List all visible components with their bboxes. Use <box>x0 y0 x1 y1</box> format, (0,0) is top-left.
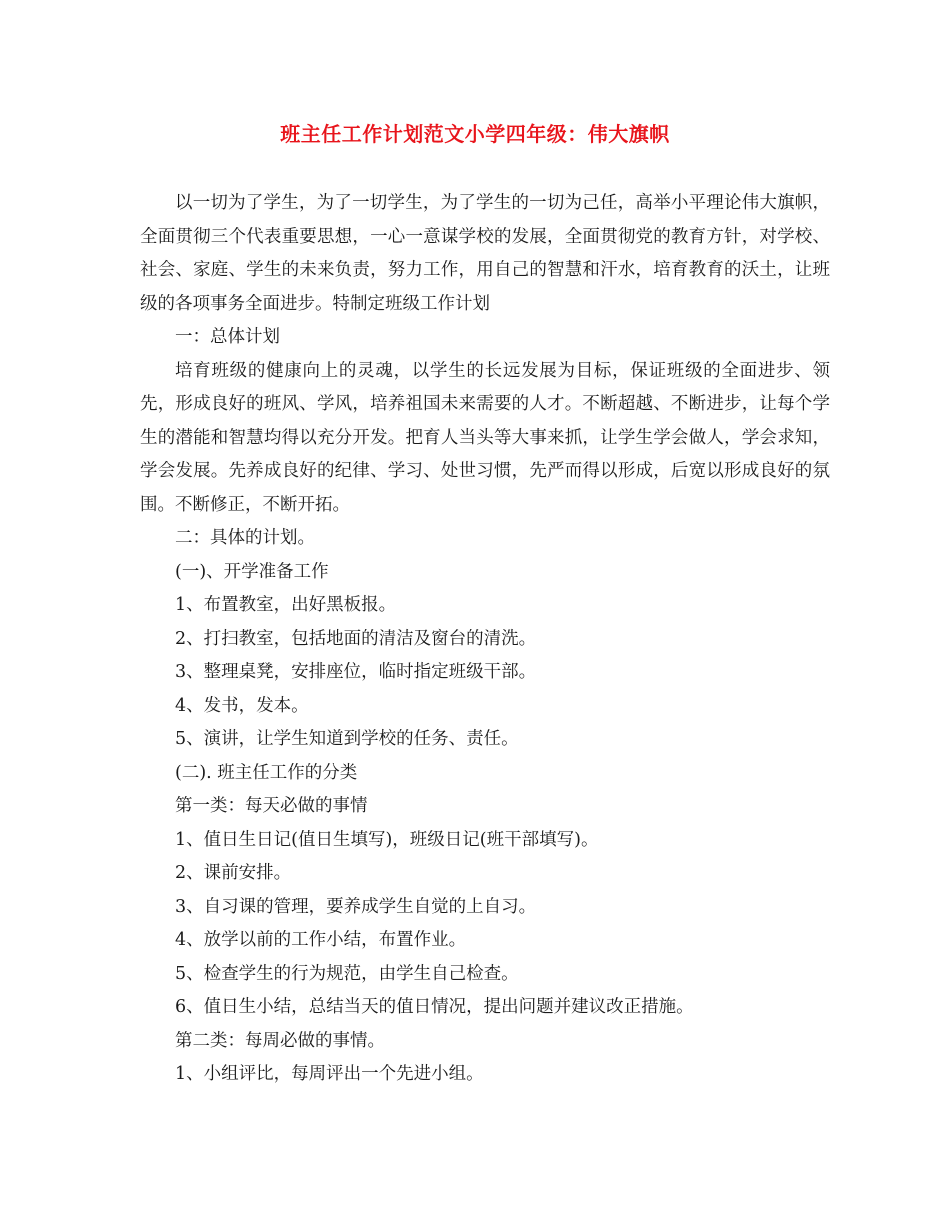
list-item: 3、整理桌凳，安排座位，临时指定班级干部。 <box>175 662 537 682</box>
subsection-heading-work-categories: (二). 班主任工作的分类 <box>175 762 358 783</box>
document-title: 班主任工作计划范文小学四年级：伟大旗帜 <box>280 122 670 146</box>
overall-plan-paragraph: 培育班级的健康向上的灵魂，以学生的长远发展为目标，保证班级的全面进步、领先，形成良好的班风、学风，培养祖国未来需要的人才。不断超越、不断进步，让每个学生的潜能和智慧均得以充分开发。把育人当头等大事来抓，让学生学会做人，学会求知，学会发展。先养成良好的纪律、学习、处世习惯，先严而得以形成，后宽以形成良好的氛围。不断修正，不断开拓。 <box>140 360 830 515</box>
list-item: 5、检查学生的行为规范，由学生自己检查。 <box>175 963 519 984</box>
subsection-heading-preparation: (一)、开学准备工作 <box>175 561 329 582</box>
intro-paragraph: 以一切为了学生，为了一切学生，为了学生的一切为己任，高举小平理论伟大旗帜，全面贯彻三个代表重要思想，一心一意谋学校的发展，全面贯彻党的教育方针，对学校、社会、家庭、学生的未来负责，努力工作，用自己的智慧和汗水，培育教育的沃土，让班级的各项事务全面进步。特制定班级工作计划 <box>140 193 830 314</box>
list-item: 4、发书，发本。 <box>175 695 309 716</box>
list-item: 1、值日生日记(值日生填写)，班级日记(班干部填写)。 <box>175 829 599 850</box>
list-item: 2、打扫教室，包括地面的清洁及窗台的清洗。 <box>175 628 537 649</box>
section-heading-overall-plan: 一：总体计划 <box>175 327 280 347</box>
category-heading-weekly: 第二类：每周必做的事情。 <box>175 1030 385 1051</box>
list-item: 1、布置教室，出好黑板报。 <box>175 595 397 615</box>
list-item: 6、值日生小结，总结当天的值日情况，提出问题并建议改正措施。 <box>175 997 694 1017</box>
list-item: 4、放学以前的工作小结，布置作业。 <box>175 930 467 950</box>
document-body <box>140 187 830 1092</box>
category-heading-daily: 第一类：每天必做的事情 <box>175 796 368 816</box>
list-item: 1、小组评比，每周评出一个先进小组。 <box>175 1064 484 1084</box>
list-item: 3、自习课的管理，要养成学生自觉的上自习。 <box>175 896 537 917</box>
list-item: 5、演讲，让学生知道到学校的任务、责任。 <box>175 729 519 749</box>
list-item: 2、课前安排。 <box>175 863 292 883</box>
section-heading-specific-plan: 二：具体的计划。 <box>175 528 315 548</box>
